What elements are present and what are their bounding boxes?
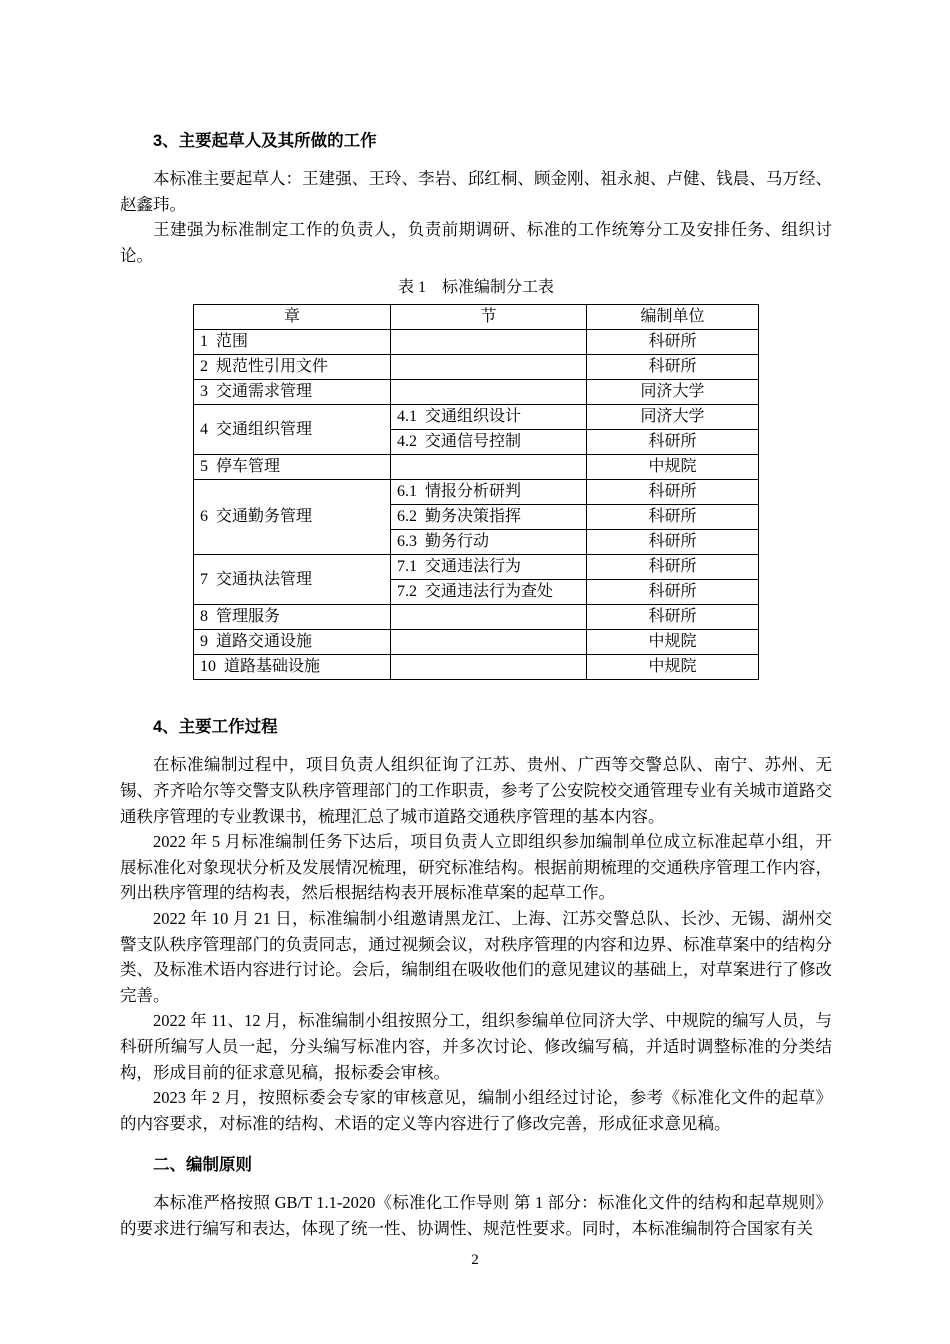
- section-heading-drafters: 3、主要起草人及其所做的工作: [153, 132, 377, 150]
- table-row: [194, 330, 759, 355]
- table-cell-section: [391, 380, 587, 405]
- table-cell-chapter: 6 交通勤务管理: [194, 480, 391, 555]
- table-row: [194, 480, 759, 505]
- section-heading-principles: 二、编制原则: [153, 1156, 252, 1175]
- table-cell-unit: 同济大学: [587, 380, 759, 405]
- paragraph: 本标准严格按照 GB/T 1.1-2020《标准化工作导则 第 1 部分：标准化文件的结构和起草规则》的要求进行编写和表达，体现了统一性、协调性、规范性要求。同时，本标准编制符合国家有关: [120, 1193, 832, 1238]
- table-cell-unit: 科研所: [587, 580, 759, 605]
- table-cell-unit: 科研所: [587, 555, 759, 580]
- table-row: [194, 405, 759, 430]
- table-header-chapter: 章: [194, 305, 391, 330]
- table-cell-section: 6.2 勤务决策指挥: [391, 505, 587, 530]
- table-cell-section: 7.2 交通违法行为查处: [391, 580, 587, 605]
- assignment-table: [193, 304, 759, 680]
- table-cell-section: [391, 630, 587, 655]
- table-caption: 表 1 标准编制分工表: [397, 279, 554, 297]
- table-cell-chapter: 7 交通执法管理: [194, 555, 391, 605]
- table-cell-chapter: 3 交通需求管理: [194, 380, 391, 405]
- table-cell-unit: 科研所: [587, 430, 759, 455]
- table-cell-unit: 科研所: [587, 605, 759, 630]
- table-cell-chapter: 5 停车管理: [194, 455, 391, 480]
- table-cell-chapter: 1 范围: [194, 330, 391, 355]
- paragraph: 在标准编制过程中，项目负责人组织征询了江苏、贵州、广西等交警总队、南宁、苏州、无锡、齐齐哈尔等交警支队秩序管理部门的工作职责，参考了公安院校交通管理专业有关城市道路交通秩序管理的专业教课书，梳理汇总了城市道路交通秩序管理的基本内容。: [120, 755, 832, 826]
- page-number: 2: [471, 1252, 479, 1268]
- section-heading-process: 4、主要工作过程: [153, 718, 278, 737]
- table-cell-section: 4.1 交通组织设计: [391, 405, 587, 430]
- table-cell-section: [391, 605, 587, 630]
- paragraph: 2022 年 10 月 21 日，标准编制小组邀请黑龙江、上海、江苏交警总队、长沙、无锡、湖州交警支队秩序管理部门的负责同志，通过视频会议，对秩序管理的内容和边界、标准草案中的结构分类、及标准术语内容进行讨论。会后，编制组在吸收他们的意见建议的基础上，对草案进行了修改完善。: [120, 908, 832, 1005]
- table-cell-section: 6.3 勤务行动: [391, 530, 587, 555]
- table-cell-section: 4.2 交通信号控制: [391, 430, 587, 455]
- table-row: [194, 555, 759, 580]
- table-cell-chapter: 8 管理服务: [194, 605, 391, 630]
- table-cell-unit: 中规院: [587, 455, 759, 480]
- paragraph: 2022 年 11、12 月，标准编制小组按照分工，组织参编单位同济大学、中规院的编写人员，与科研所编写人员一起，分头编写标准内容，并多次讨论、修改编写稿，并适时调整标准的分类结构，形成目前的征求意见稿，报标委会审核。: [120, 1011, 832, 1082]
- table-cell-section: 7.1 交通违法行为: [391, 555, 587, 580]
- table-cell-unit: 中规院: [587, 655, 759, 680]
- table-cell-unit: 科研所: [587, 355, 759, 380]
- page-content: [120, 118, 832, 1241]
- table-row: [194, 455, 759, 480]
- table-row: [194, 380, 759, 405]
- table-cell-section: [391, 655, 587, 680]
- table-cell-chapter: 10 道路基础设施: [194, 655, 391, 680]
- table-cell-unit: 科研所: [587, 530, 759, 555]
- table-cell-unit: 科研所: [587, 330, 759, 355]
- table-cell-unit: 科研所: [587, 480, 759, 505]
- table-cell-section: [391, 330, 587, 355]
- table-header-section: 节: [391, 305, 587, 330]
- table-cell-chapter: 4 交通组织管理: [194, 405, 391, 455]
- table-cell-section: [391, 355, 587, 380]
- table-row: [194, 355, 759, 380]
- table-row: [194, 630, 759, 655]
- table-row: [194, 655, 759, 680]
- table-header-row: [194, 305, 759, 330]
- paragraph: 本标准主要起草人：王建强、王玲、李岩、邱红桐、顾金刚、祖永昶、卢健、钱晨、马万经、赵鑫玮。: [120, 169, 832, 214]
- paragraph: 2023 年 2 月，按照标委会专家的审核意见，编制小组经过讨论，参考《标准化文件的起草》的内容要求，对标准的结构、术语的定义等内容进行了修改完善，形成征求意见稿。: [120, 1088, 832, 1133]
- paragraph: 2022 年 5 月标准编制任务下达后，项目负责人立即组织参加编制单位成立标准起草小组，开展标准化对象现状分析及发展情况梳理，研究标准结构。根据前期梳理的交通秩序管理工作内容，列出秩序管理的结构表，然后根据结构表开展标准草案的起草工作。: [120, 832, 832, 903]
- paragraph: 王建强为标准制定工作的负责人，负责前期调研、标准的工作统筹分工及安排任务、组织讨论。: [120, 220, 832, 265]
- table-row: [194, 605, 759, 630]
- table-cell-unit: 中规院: [587, 630, 759, 655]
- table-header-unit: 编制单位: [587, 305, 759, 330]
- table-cell-section: 6.1 情报分析研判: [391, 480, 587, 505]
- table-cell-chapter: 9 道路交通设施: [194, 630, 391, 655]
- table-cell-unit: 同济大学: [587, 405, 759, 430]
- table-cell-unit: 科研所: [587, 505, 759, 530]
- table-cell-chapter: 2 规范性引用文件: [194, 355, 391, 380]
- table-cell-section: [391, 455, 587, 480]
